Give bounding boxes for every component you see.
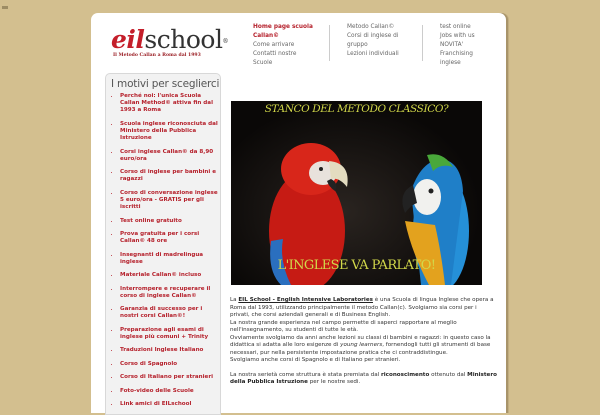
text: , fornendogli tutti gli strumenti di base necessari, pur nella persistente impostazione pratica che ci contraddistingue. — [230, 342, 491, 356]
sidebar-item[interactable]: • Insegnanti di madrelingua inglese — [120, 252, 220, 266]
sidebar-item[interactable]: • Preparazione agli esami di inglese più comuni + Trinity — [120, 327, 220, 341]
text: La nostra grande esperienza nel campo permette di saperci rapportare al meglio nell'insegnamento, su studenti di tutte le età. — [230, 319, 457, 333]
sidebar-reasons — [105, 73, 221, 415]
riconoscimento-text: riconoscimento — [380, 371, 430, 378]
ministero-text: Ministero della Pubblica Istruzione — [230, 371, 497, 385]
nav-corsi-gruppo[interactable]: Corsi di inglese di — [347, 33, 399, 39]
hero-banner-parrots — [231, 101, 482, 285]
sidebar-item[interactable]: • Perché noi: l'unica Scuola Callan Method© attiva fin dal 1993 a Roma — [120, 93, 220, 115]
sidebar-item[interactable]: • Corso di Italiano per stranieri — [120, 374, 220, 381]
nav-home-page[interactable]: Home page scuola — [253, 24, 313, 30]
sidebar-item[interactable]: • Garanzia di successo per i nostri corsi Callan©! — [120, 306, 220, 320]
corner-mark — [2, 6, 8, 9]
banner-headline: STANCO DEL METODO CLASSICO? — [264, 103, 449, 115]
young-learners-text: young learners — [340, 342, 383, 348]
logo-wordmark — [111, 25, 228, 54]
sidebar-item[interactable]: • Scuola inglese riconosciuta dal Ministero della Pubblica Istruzione — [120, 121, 220, 143]
nav-column-2 — [347, 23, 427, 59]
logo-school: school — [144, 25, 223, 54]
nav-come-arrivare[interactable]: Come arrivare — [253, 42, 295, 48]
logo-tagline: Il Metodo Callan a Roma dal 1993 — [113, 53, 201, 58]
nav-divider — [422, 25, 423, 61]
nav-column-3 — [440, 23, 500, 68]
nav-column-1 — [253, 23, 333, 68]
eil-school-link[interactable]: EIL School - English Intensive Laboratories — [238, 297, 373, 303]
banner-tagline: L'INGLESE VA PARLATO! — [277, 258, 436, 273]
sidebar-item[interactable]: • Corsi inglese Callan© da 8,90 euro/ora — [120, 149, 220, 163]
text: Ovviamente svolgiamo da anni anche lezioni su classi di bambini e ragazzi: in questo caso la didattica si adatta alle loro esigenze di — [230, 334, 491, 348]
sidebar-item[interactable]: • Materiale Callan© incluso — [120, 272, 220, 279]
nav-jobs[interactable]: Jobs with us — [440, 33, 475, 39]
nav-novita[interactable]: NOVITA' — [440, 42, 464, 48]
sidebar-item[interactable]: • Test online gratuito — [120, 218, 220, 225]
intro-paragraph — [230, 297, 498, 365]
nav-franchising[interactable]: Franchising — [440, 51, 473, 57]
text: per le nostre sedi. — [307, 379, 361, 385]
sidebar-item[interactable]: • Corso di conversazione inglese 5 euro/ora - GRATIS per gli iscritti — [120, 190, 220, 212]
sidebar-title: I motivi per sceglierci — [111, 78, 220, 90]
sidebar-item[interactable]: • Prova gratuita per i corsi Callan© 48 ore — [120, 231, 220, 245]
logo[interactable] — [111, 25, 228, 67]
sidebar-item[interactable]: • Traduzioni Inglese Italiano — [120, 347, 220, 354]
text: Svolgiamo anche corsi di Spagnolo e di Italiano per stranieri. — [230, 357, 401, 363]
text: ottenuto dal — [429, 371, 468, 378]
nav-contatti[interactable]: Contatti nostre — [253, 51, 297, 57]
nav-lezioni-individuali[interactable]: Lezioni individuali — [347, 51, 399, 57]
nav-contatti-scuole[interactable]: Scuole — [253, 60, 273, 66]
sidebar-list — [106, 93, 220, 408]
nav-home-page-callan[interactable]: Callan© — [253, 33, 279, 39]
sidebar-item[interactable]: • Interrompere e recuperare il corso di inglese Callan© — [120, 286, 220, 300]
sidebar-item[interactable]: • Corso di Spagnolo — [120, 361, 220, 368]
registered-mark: ® — [222, 38, 228, 45]
page-container — [91, 13, 506, 413]
nav-divider — [329, 25, 330, 61]
nav-metodo-callan[interactable]: Metodo Callan© — [347, 24, 395, 30]
nav-corsi-gruppo-cont[interactable]: gruppo — [347, 42, 368, 48]
intro-text — [230, 297, 498, 394]
recognition-paragraph — [230, 372, 498, 387]
text: La nostra serietà come struttura è stata premiata dal — [230, 371, 381, 378]
nav-test-online[interactable]: test online — [440, 24, 471, 30]
text: è una Scuola di lingua Inglese che opera a Roma dal 1993, utilizzando principalmente il metodo Callan(c). Svolgiamo sia corsi per i privati, che corsi aziendali generali e di Business English. — [230, 297, 494, 318]
text: La — [230, 297, 239, 303]
sidebar-item[interactable]: • Link amici di EILschool — [120, 401, 220, 408]
sidebar-item[interactable]: • Corso di inglese per bambini e ragazzi — [120, 169, 220, 183]
nav-franchising-cont[interactable]: inglese — [440, 60, 461, 66]
logo-eil: eil — [111, 25, 145, 54]
sidebar-item[interactable]: • Foto-video delle Scuole — [120, 388, 220, 395]
